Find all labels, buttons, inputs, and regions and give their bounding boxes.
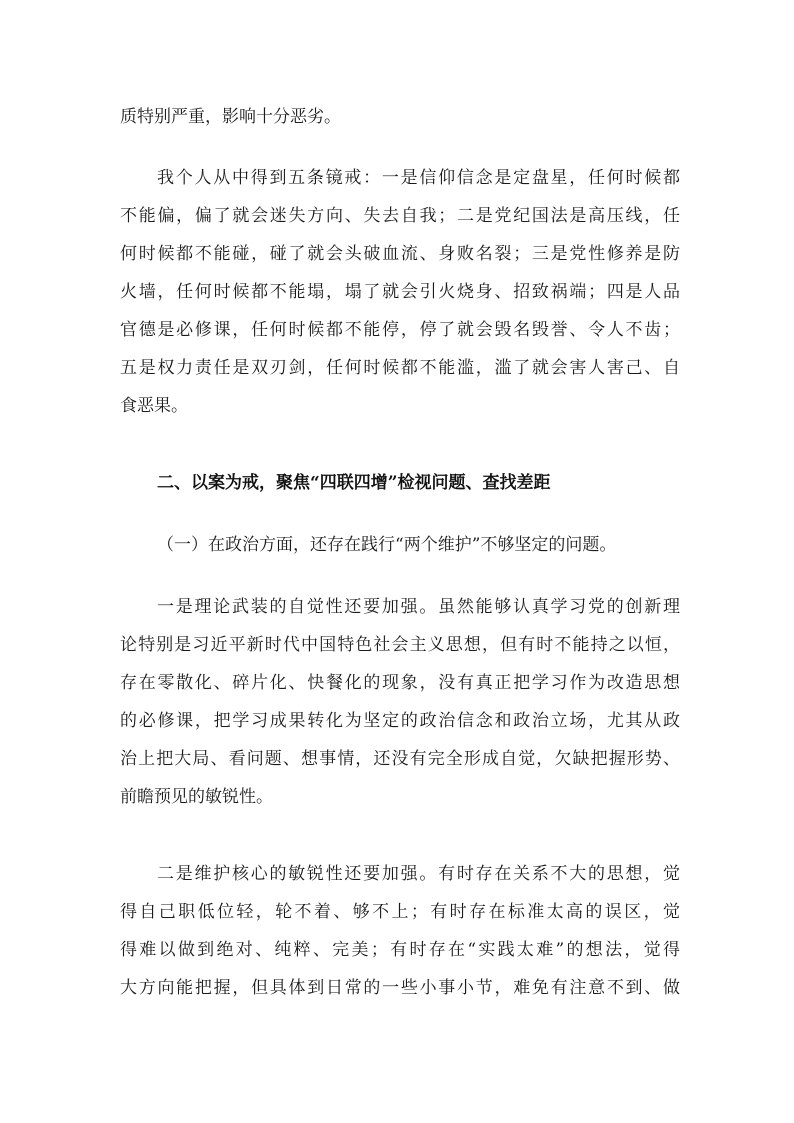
paragraph-line: 二是维护核心的敏锐性还要加强。有时存在关系不大的思想，觉 [157,864,680,884]
paragraph-line: 食恶果。 [120,396,188,416]
paragraph-line: 得难以做到绝对、纯粹、完美；有时存在“实践太难”的想法，觉得 [120,940,680,960]
paragraph-line: 大方向能把握，但具体到日常的一些小事小节，难免有注意不到、做 [120,978,680,998]
paragraph-line: 火墙，任何时候都不能塌，塌了就会引火烧身、招致祸端；四是人品 [120,282,680,302]
section-heading: 二、以案为戒，聚焦“四联四增”检视问题、查找差距 [157,473,551,493]
paragraph-line: 得自己职低位轻，轮不着、够不上；有时存在标准太高的误区，觉 [120,902,680,922]
paragraph-line: 质特别严重，影响十分恶劣。 [120,107,341,127]
subsection-heading: （一）在政治方面，还存在践行“两个维护”不够坚定的问题。 [157,535,617,555]
paragraph-line: 不能偏，偏了就会迷失方向、失去自我；二是党纪国法是高压线，任 [120,206,680,226]
paragraph-line: 前瞻预见的敏锐性。 [120,787,273,807]
paragraph-line: 我个人从中得到五条镜戒：一是信仰信念是定盘星，任何时候都 [157,168,680,188]
paragraph-line: 治上把大局、看问题、想事情，还没有完全形成自觉，欠缺把握形势、 [120,749,680,769]
paragraph-line: 存在零散化、碎片化、快餐化的现象，没有真正把学习作为改造思想 [120,673,680,693]
paragraph-line: 论特别是习近平新时代中国特色社会主义思想，但有时不能持之以恒， [120,635,680,655]
paragraph-line: 何时候都不能碰，碰了就会头破血流、身败名裂；三是党性修养是防 [120,244,680,264]
paragraph-line: 五是权力责任是双刃剑，任何时候都不能滥，滥了就会害人害己、自 [120,358,680,378]
paragraph-line: 官德是必修课，任何时候都不能停，停了就会毁名毁誉、令人不齿； [120,320,680,340]
paragraph-line: 的必修课，把学习成果转化为坚定的政治信念和政治立场，尤其从政 [120,711,680,731]
paragraph-line: 一是理论武装的自觉性还要加强。虽然能够认真学习党的创新理 [157,597,680,617]
